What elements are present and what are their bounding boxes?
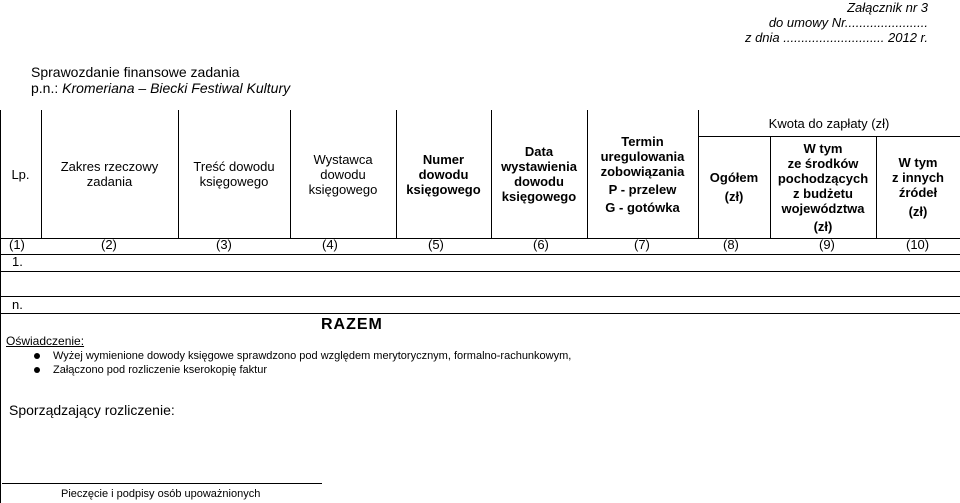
row-divider bbox=[0, 271, 960, 272]
row-divider bbox=[0, 254, 960, 255]
header-amount-group: Kwota do zapłaty (zł) bbox=[768, 115, 890, 131]
signature-line bbox=[2, 483, 322, 484]
declaration-heading: Oświadczenie: bbox=[6, 334, 85, 348]
table-row-label: 1. bbox=[12, 254, 23, 269]
column-number: (2) bbox=[101, 237, 117, 252]
task-name: Kromeriana – Biecki Festiwal Kultury bbox=[62, 80, 291, 96]
task-name-line bbox=[31, 80, 290, 96]
row-divider bbox=[0, 238, 960, 239]
column-number: (8) bbox=[723, 237, 739, 252]
report-title: Sprawozdanie finansowe zadania bbox=[31, 64, 240, 80]
annex-number: Załącznik nr 3 bbox=[847, 0, 928, 15]
column-number: (3) bbox=[216, 237, 232, 252]
column-number: (10) bbox=[906, 237, 930, 252]
header-scope: Zakres rzeczowy zadania bbox=[60, 159, 159, 189]
header-voivodeship: W tym ze środków pochodzących z budżetu województwa (zł) bbox=[777, 140, 869, 234]
table-row-label: n. bbox=[12, 297, 23, 312]
header-date: Data wystawienia dowodu księgowego bbox=[501, 144, 577, 204]
prepared-by-label: Sporządzający rozliczenie: bbox=[9, 402, 175, 418]
row-divider bbox=[0, 313, 960, 314]
column-number: (9) bbox=[819, 237, 835, 252]
row-divider bbox=[0, 296, 960, 297]
report-title-block bbox=[31, 64, 290, 96]
header-total: Ogółem (zł) bbox=[709, 170, 759, 204]
header-other: W tym z innych źródeł (zł) bbox=[891, 155, 944, 219]
column-number: (6) bbox=[533, 237, 549, 252]
header-lp: Lp. bbox=[11, 166, 30, 182]
header-term: Termin uregulowania zobowiązania P - przelew G - gotówka bbox=[600, 133, 685, 215]
header-issuer: Wystawca dowodu księgowego bbox=[308, 151, 378, 197]
column-number: (7) bbox=[634, 237, 650, 252]
declaration-list bbox=[34, 349, 571, 377]
header-number: Numer dowodu księgowego bbox=[406, 151, 481, 197]
task-prefix: p.n.: bbox=[31, 80, 63, 96]
header-content: Treść dowodu księgowego bbox=[193, 159, 275, 189]
declaration-item: Załączono pod rozliczenie kserokopię faktur bbox=[34, 363, 571, 377]
annex-header bbox=[745, 0, 928, 45]
annex-date: z dnia ............................ 2012 r. bbox=[744, 30, 928, 45]
column-number: (5) bbox=[428, 237, 444, 252]
annex-contract: do umowy Nr....................... bbox=[768, 15, 928, 30]
column-number: (1) bbox=[9, 237, 25, 252]
declaration-item: Wyżej wymienione dowody księgowe sprawdzono pod względem merytorycznym, formalno-rachunkowym, bbox=[34, 349, 571, 363]
signature-label: Pieczęcie i podpisy osób upoważnionych bbox=[61, 488, 261, 500]
total-label: RAZEM bbox=[321, 316, 383, 333]
column-number: (4) bbox=[322, 237, 338, 252]
